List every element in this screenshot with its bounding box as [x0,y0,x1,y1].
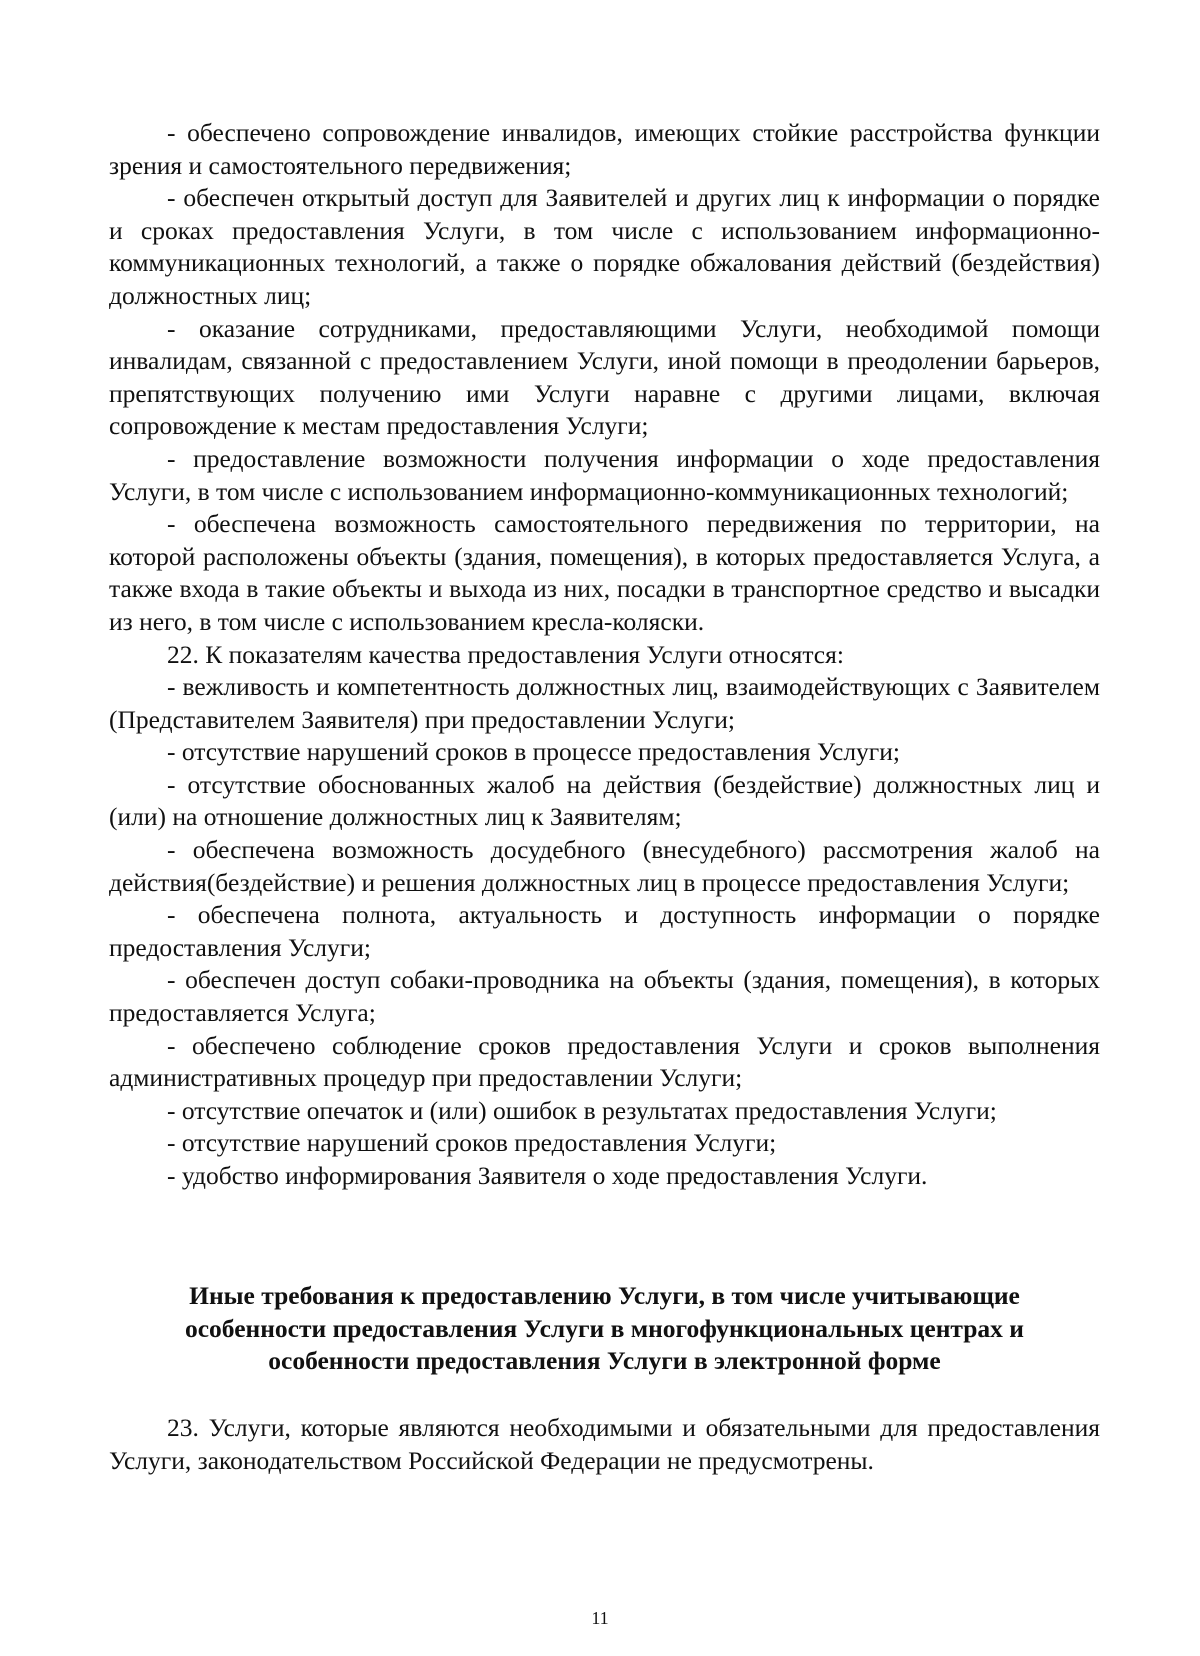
paragraph-politeness: - вежливость и компетентность должностных лиц, взаимодействующих с Заявителем (Представителем Заявителя) при предоставлении Услуги; [109,672,1100,734]
paragraph-no-service-deadline-violations: - отсутствие нарушений сроков предоставления Услуги; [167,1128,777,1158]
paragraph-pretrial-appeal: - обеспечена возможность досудебного (внесудебного) рассмотрения жалоб на действия(бездействие) и решения должностных лиц в процессе предоставления Услуги; [109,835,1100,897]
paragraph-informing-convenience: - удобство информирования Заявителя о ходе предоставления Услуги. [167,1161,928,1190]
paragraph-guide-dog-access: - обеспечен доступ собаки-проводника на объекты (здания, помещения), в которых предоставляется Услуга; [109,965,1100,1028]
paragraph-staff-assistance: - оказание сотрудниками, предоставляющими Услуги, необходимой помощи инвалидам, связанной с предоставлением Услуги, иной помощи в преодолении барьеров, препятствующих получению ими Услуги наравне с другими лицами, включая сопровождение к местам предоставления Услуги; [109,313,1100,441]
section-23 [109,1412,1100,1477]
paragraph-open-access: - обеспечен открытый доступ для Заявителей и других лиц к информации о порядке и сроках предоставления Услуги, в том числе с использованием информационно-коммуникационных технологий, а также о порядке обжалования действий (бездействия) должностных лиц; [109,183,1100,310]
paragraph-no-deadline-violations: - отсутствие нарушений сроков в процессе предоставления Услуги; [167,737,900,767]
body-text [109,117,1100,1193]
section-heading-line: Иные требования к предоставлению Услуги, в том числе учитывающие [189,1281,1020,1310]
paragraph-deadline-compliance: - обеспечено соблюдение сроков предоставления Услуги и сроков выполнения административных процедур при предоставлении Услуги; [109,1030,1100,1093]
section-heading-line: особенности предоставления Услуги в многофункциональных центрах и [184,1313,1024,1343]
paragraph-23-services: 23. Услуги, которые являются необходимыми и обязательными для предоставления Услуги, законодательством Российской Федерации не предусмотрены. [109,1413,1100,1475]
paragraph-22-quality-indicators: 22. К показателям качества предоставления Услуги относятся: [167,639,844,669]
paragraph-no-complaints: - отсутствие обоснованных жалоб на действия (бездействие) должностных лиц и (или) на отношение должностных лиц к Заявителям; [109,769,1100,832]
paragraph-accompaniment: - обеспечено сопровождение инвалидов, имеющих стойкие расстройства функции зрения и самостоятельного передвижения; [109,118,1100,180]
paragraph-information-possibility: - предоставление возможности получения информации о ходе предоставления Услуги, в том числе с использованием информационно-коммуникационных технологий; [109,443,1100,506]
paragraph-information-completeness: - обеспечена полнота, актуальность и доступность информации о порядке предоставления Услуги; [109,900,1100,962]
section-heading [109,1280,1100,1378]
paragraph-independent-movement: - обеспечена возможность самостоятельного передвижения по территории, на которой расположены объекты (здания, помещения), в которых предоставляется Услуга, а также входа в такие объекты и выхода из них, посадки в транспортное средство и высадки из него, в том числе с использованием кресла-коляски. [109,509,1100,636]
page-number: 11 [591,1608,609,1628]
section-heading-line: особенности предоставления Услуги в электронной форме [268,1346,941,1376]
paragraph-no-typos: - отсутствие опечаток и (или) ошибок в результатах предоставления Услуги; [167,1095,997,1125]
